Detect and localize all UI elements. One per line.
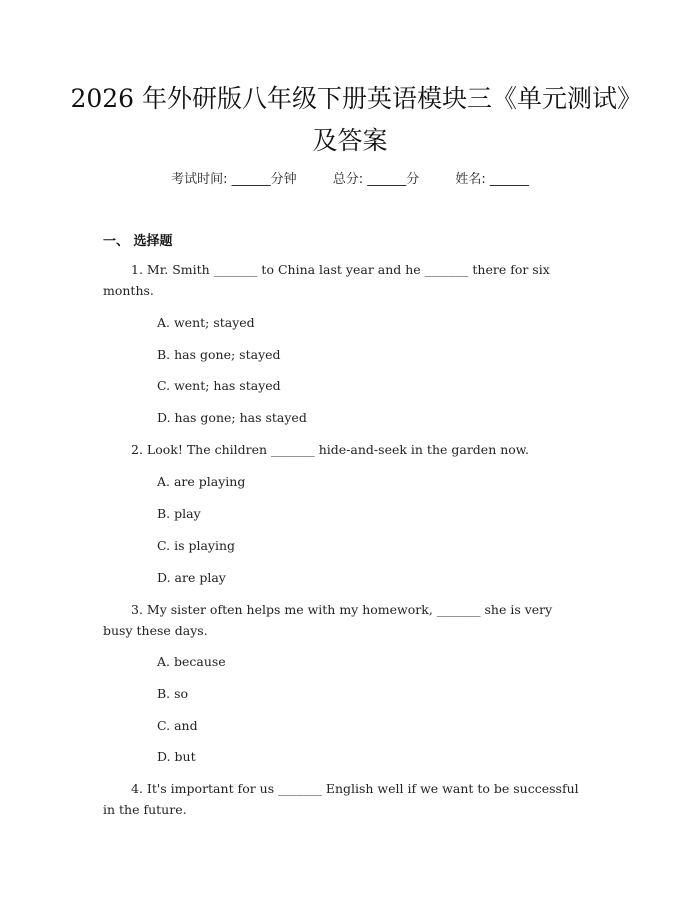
question-2-option-a: A. are playing	[157, 474, 246, 489]
question-2-option-b: B. play	[157, 506, 201, 521]
section-heading: 一、 选择题	[103, 234, 173, 249]
question-3-option-c: C. and	[157, 718, 198, 733]
question-3-option-a: A. because	[157, 654, 226, 669]
question-1: 1. Mr. Smith _______ to China last year and he _______ there for six months.	[103, 262, 550, 298]
question-1-option-a: A. went; stayed	[157, 315, 255, 330]
question-3: 3. My sister often helps me with my homework, _______ she is very busy these days.	[103, 602, 553, 638]
document-title: 2026 年外研版八年级下册英语模块三《单元测试》及答案	[70, 84, 630, 155]
exam-total-score: 总分: ______分	[332, 172, 420, 187]
question-3-option-b: B. so	[157, 686, 189, 701]
question-1-option-c: C. went; has stayed	[157, 378, 281, 393]
question-3-option-d: D. but	[157, 749, 196, 764]
question-1-option-d: D. has gone; has stayed	[157, 410, 307, 425]
exam-info	[0, 168, 700, 187]
question-2-option-d: D. are play	[157, 570, 226, 585]
question-4: 4. It's important for us _______ English well if we want to be successful in the future.	[103, 781, 579, 817]
question-1-option-b: B. has gone; stayed	[157, 347, 281, 362]
student-name: 姓名: ______	[455, 172, 529, 187]
question-2-option-c: C. is playing	[157, 538, 236, 553]
question-2: 2. Look! The children _______ hide-and-seek in the garden now.	[131, 442, 529, 457]
exam-time: 考试时间: ______分钟	[171, 172, 297, 187]
